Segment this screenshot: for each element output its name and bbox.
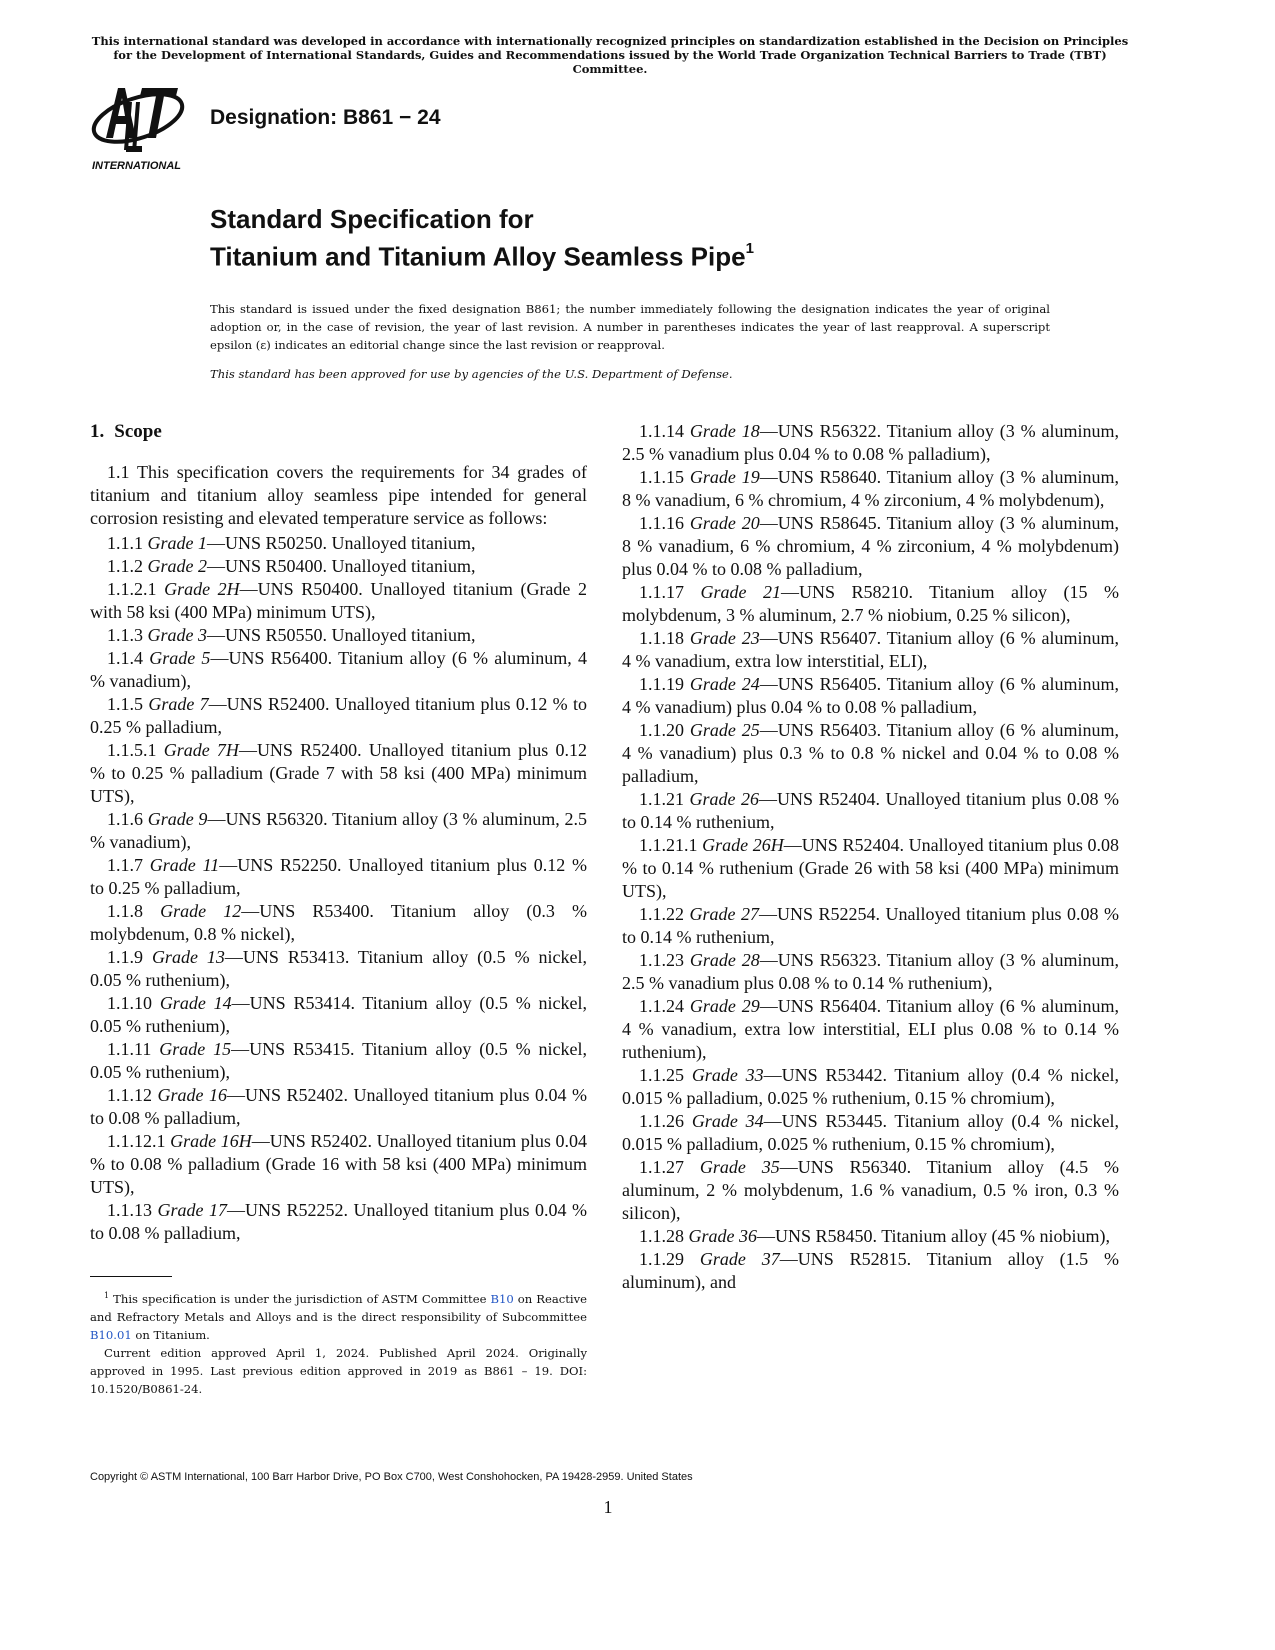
grade-item: [90, 1038, 587, 1084]
grade-description: —UNS R56400. Titanium alloy (6 % aluminum, 4 % vanadium),: [90, 648, 587, 691]
grade-name: Grade 19: [689, 467, 760, 487]
left-grade-list: [90, 532, 587, 1245]
copyright: Copyright © ASTM International, 100 Barr Harbor Drive, PO Box C700, West Conshohocken, PA 19428-2959. United States: [90, 1471, 693, 1483]
item-number: 1.1.5.1: [107, 740, 157, 760]
item-number: 1.1.25: [639, 1065, 684, 1085]
grade-name: Grade 20: [689, 513, 760, 533]
grade-name: Grade 13: [151, 947, 225, 967]
footnote-mark: 1: [104, 1291, 110, 1300]
grade-description: —UNS R50400. Unalloyed titanium (Grade 2 with 58 ksi (400 MPa) minimum UTS),: [90, 579, 587, 622]
item-number: 1.1.16: [639, 513, 684, 533]
footnote-text-c: on Titanium.: [131, 1327, 210, 1342]
grade-name: Grade 21: [700, 582, 781, 602]
item-number: 1.1.1: [107, 533, 143, 553]
left-column: [90, 420, 587, 1245]
grade-name: Grade 26: [689, 789, 759, 809]
grade-item: [622, 673, 1119, 719]
grade-name: Grade 16H: [170, 1131, 252, 1151]
grade-description: —UNS R52252. Unalloyed titanium plus 0.04 % to 0.08 % palladium,: [90, 1200, 587, 1243]
approval-note: This standard has been approved for use by agencies of the U.S. Department of Defense.: [210, 367, 733, 381]
grade-description: —UNS R56405. Titanium alloy (6 % aluminum, 4 % vanadium) plus 0.04 % to 0.08 % palladium,: [622, 674, 1119, 717]
grade-item: [90, 647, 587, 693]
grade-description: —UNS R50550. Unalloyed titanium,: [207, 625, 476, 645]
grade-name: Grade 23: [689, 628, 760, 648]
grade-name: Grade 33: [691, 1065, 764, 1085]
grade-item: [622, 995, 1119, 1064]
grade-item: [622, 420, 1119, 466]
item-number: 1.1.14: [639, 421, 684, 441]
grade-item: [90, 900, 587, 946]
footnote-rule: [90, 1276, 172, 1277]
item-number: 1.1.20: [639, 720, 684, 740]
grade-name: Grade 29: [689, 996, 760, 1016]
grade-description: —UNS R56322. Titanium alloy (3 % aluminum, 2.5 % vanadium plus 0.04 % to 0.08 % palladium),: [622, 421, 1119, 464]
grade-description: —UNS R52402. Unalloyed titanium plus 0.04 % to 0.08 % palladium,: [90, 1085, 587, 1128]
item-number: 1.1.6: [107, 809, 143, 829]
grade-name: Grade 7: [148, 694, 209, 714]
grade-description: —UNS R50250. Unalloyed titanium,: [207, 533, 476, 553]
page-number: 1: [603, 1497, 613, 1517]
right-column: [622, 420, 1119, 1294]
designation: Designation: B861 − 24: [210, 106, 441, 129]
grade-description: —UNS R52404. Unalloyed titanium plus 0.08 % to 0.14 % ruthenium (Grade 26 with 58 ksi (400 MPa) minimum UTS),: [622, 835, 1120, 901]
item-number: 1.1.26: [639, 1111, 684, 1131]
item-number: 1.1.3: [107, 625, 143, 645]
grade-item: [622, 788, 1119, 834]
item-number: 1.1.4: [107, 648, 143, 668]
item-number: 1.1.2.1: [107, 579, 157, 599]
item-number: 1.1.27: [639, 1157, 684, 1177]
grade-name: Grade 11: [149, 855, 220, 875]
item-number: 1.1.17: [639, 582, 684, 602]
grade-description: —UNS R56403. Titanium alloy (6 % aluminum, 4 % vanadium) plus 0.3 % to 0.8 % nickel and 0.04 % to 0.08 % palladium,: [622, 720, 1119, 786]
title-footnote-mark: 1: [745, 240, 754, 257]
grade-name: Grade 24: [689, 674, 760, 694]
grade-name: Grade 25: [689, 720, 760, 740]
grade-name: Grade 17: [157, 1200, 227, 1220]
issued-note: This standard is issued under the fixed designation B861; the number immediately following the designation indicates the year of original adoption or, in the case of revision, the year of last revision. A number in parentheses indicates the year of last reapproval. A superscript epsilon (ε) indicates an editorial change since the last revision or reapproval.: [210, 302, 1050, 352]
item-number: 1.1.7: [107, 855, 143, 875]
grade-description: —UNS R52815. Titanium alloy (1.5 % aluminum), and: [622, 1249, 1120, 1292]
grade-description: —UNS R53415. Titanium alloy (0.5 % nickel, 0.05 % ruthenium),: [90, 1039, 588, 1082]
grade-name: Grade 15: [159, 1039, 232, 1059]
grade-name: Grade 27: [689, 904, 759, 924]
item-number: 1.1.22: [639, 904, 684, 924]
item-number: 1.1.9: [107, 947, 143, 967]
item-number: 1.1.19: [639, 674, 684, 694]
item-number: 1.1.10: [107, 993, 152, 1013]
section-number: 1.: [90, 421, 105, 442]
grade-item: [622, 834, 1119, 903]
grade-item: [90, 739, 587, 808]
grade-description: —UNS R53442. Titanium alloy (0.4 % nickel, 0.015 % palladium, 0.025 % ruthenium, 0.15 % chromium),: [622, 1065, 1119, 1108]
footnote: [90, 1287, 587, 1398]
grade-name: Grade 7H: [163, 740, 239, 760]
grade-description: —UNS R53414. Titanium alloy (0.5 % nickel, 0.05 % ruthenium),: [90, 993, 587, 1036]
grade-description: —UNS R56340. Titanium alloy (4.5 % aluminum, 2 % molybdenum, 1.6 % vanadium, 0.5 % iron, 0.3 % silicon),: [622, 1157, 1120, 1223]
grade-item: [622, 581, 1119, 627]
logo-tagline: INTERNATIONAL: [92, 160, 182, 172]
grade-name: Grade 16: [157, 1085, 227, 1105]
title-text: Titanium and Titanium Alloy Seamless Pipe: [210, 241, 746, 272]
footnote-text-b: on Reactive and Refractory Metals and Alloys and is the direct responsibility of Subcommittee: [90, 1291, 588, 1324]
grade-item: [622, 1248, 1119, 1294]
grade-description: —UNS R56404. Titanium alloy (6 % aluminum, 4 % vanadium, extra low interstitial, ELI plus 0.08 % to 0.14 % ruthenium),: [622, 996, 1119, 1062]
grade-name: Grade 2H: [164, 579, 240, 599]
grade-name: Grade 26H: [702, 835, 784, 855]
grade-item: [622, 903, 1119, 949]
grade-item: [622, 1064, 1119, 1110]
grade-description: —UNS R58210. Titanium alloy (15 % molybdenum, 3 % aluminum, 2.7 % niobium, 0.25 % silicon),: [622, 582, 1120, 625]
section-title: Scope: [114, 421, 162, 442]
grade-item: [622, 466, 1119, 512]
grade-item: [90, 992, 587, 1038]
right-grade-list: [622, 420, 1119, 1294]
section-intro: 1.1 This specification covers the requirements for 34 grades of titanium and titanium alloy seamless pipe intended for general corrosion resisting and elevated temperature service as follows:: [90, 462, 587, 528]
item-number: 1.1.23: [639, 950, 684, 970]
grade-description: —UNS R53413. Titanium alloy (0.5 % nickel, 0.05 % ruthenium),: [90, 947, 587, 990]
item-number: 1.1.8: [107, 901, 143, 921]
grade-item: [90, 854, 587, 900]
grade-description: —UNS R52402. Unalloyed titanium plus 0.04 % to 0.08 % palladium (Grade 16 with 58 ksi (400 MPa) minimum UTS),: [90, 1131, 588, 1197]
grade-description: —UNS R53445. Titanium alloy (0.4 % nickel, 0.015 % palladium, 0.025 % ruthenium, 0.15 % chromium),: [622, 1111, 1119, 1154]
grade-name: Grade 1: [147, 533, 207, 553]
grade-description: —UNS R52400. Unalloyed titanium plus 0.12 % to 0.25 % palladium,: [90, 694, 587, 737]
grade-item: [90, 1130, 587, 1199]
item-number: 1.1.12: [107, 1085, 152, 1105]
grade-item: [90, 808, 587, 854]
item-number: 1.1.21.1: [639, 835, 698, 855]
grade-name: Grade 37: [699, 1249, 780, 1269]
item-number: 1.1.24: [639, 996, 684, 1016]
grade-item: [622, 1110, 1119, 1156]
grade-item: [90, 1084, 587, 1130]
grade-description: —UNS R58450. Titanium alloy (45 % niobium),: [757, 1226, 1111, 1246]
grade-name: Grade 28: [689, 950, 760, 970]
grade-item: [90, 1199, 587, 1245]
committee-link[interactable]: B10: [490, 1291, 514, 1306]
wto-notice: This international standard was developed in accordance with internationally recognized principles on standardization established in the Decision on Principles for the Development of International Standards, Guides and Recommendations issued by the World Trade Organization Technical Barriers to Trade (TBT) Committee.: [91, 34, 1129, 76]
grade-item: [90, 946, 587, 992]
grade-name: Grade 36: [688, 1226, 757, 1246]
item-number: 1.1.13: [107, 1200, 152, 1220]
item-number: 1.1.5: [107, 694, 143, 714]
item-number: 1.1.11: [107, 1039, 152, 1059]
grade-description: —UNS R50400. Unalloyed titanium,: [207, 556, 476, 576]
subcommittee-link[interactable]: B10.01: [90, 1327, 132, 1342]
grade-item: [622, 627, 1119, 673]
item-number: 1.1.28: [639, 1226, 684, 1246]
grade-description: —UNS R52254. Unalloyed titanium plus 0.08 % to 0.14 % ruthenium,: [622, 904, 1119, 947]
grade-item: [90, 555, 587, 578]
astm-international-logo-icon: [88, 80, 190, 172]
grade-description: —UNS R52250. Unalloyed titanium plus 0.12 % to 0.25 % palladium,: [90, 855, 587, 898]
grade-description: —UNS R52404. Unalloyed titanium plus 0.08 % to 0.14 % ruthenium,: [622, 789, 1119, 832]
grade-description: —UNS R58640. Titanium alloy (3 % aluminum, 8 % vanadium, 6 % chromium, 4 % zirconium, 4 % molybdenum),: [622, 467, 1119, 510]
grade-name: Grade 3: [147, 625, 207, 645]
footnote-text-a: This specification is under the jurisdiction of ASTM Committee: [113, 1291, 491, 1306]
grade-description: —UNS R58645. Titanium alloy (3 % aluminum, 8 % vanadium, 6 % chromium, 4 % zirconium, 4 % molybdenum) plus 0.04 % to 0.08 % palladium,: [622, 513, 1119, 579]
grade-item: [90, 624, 587, 647]
item-number: 1.1.12.1: [107, 1131, 166, 1151]
grade-item: [90, 578, 587, 624]
grade-description: —UNS R52400. Unalloyed titanium plus 0.12 % to 0.25 % palladium (Grade 7 with 58 ksi (400 MPa) minimum UTS),: [90, 740, 588, 806]
grade-item: [622, 1225, 1119, 1248]
title-line-2: [210, 236, 754, 273]
grade-description: —UNS R53400. Titanium alloy (0.3 % molybdenum, 0.8 % nickel),: [90, 901, 587, 944]
grade-item: [622, 719, 1119, 788]
grade-name: Grade 34: [691, 1111, 764, 1131]
grade-description: —UNS R56320. Titanium alloy (3 % aluminum, 2.5 % vanadium),: [90, 809, 587, 852]
grade-description: —UNS R56407. Titanium alloy (6 % aluminum, 4 % vanadium, extra low interstitial, ELI),: [622, 628, 1119, 671]
item-number: 1.1.21: [639, 789, 684, 809]
grade-item: [622, 949, 1119, 995]
grade-description: —UNS R56323. Titanium alloy (3 % aluminum, 2.5 % vanadium plus 0.08 % to 0.14 % ruthenium),: [622, 950, 1119, 993]
grade-name: Grade 5: [149, 648, 211, 668]
section-heading: [90, 420, 587, 443]
item-number: 1.1.18: [639, 628, 684, 648]
grade-item: [90, 532, 587, 555]
grade-name: Grade 35: [699, 1157, 780, 1177]
grade-name: Grade 12: [160, 901, 242, 921]
title-line-1: Standard Specification for: [210, 204, 534, 234]
grade-name: Grade 18: [689, 421, 760, 441]
footnote-paragraph-2: Current edition approved April 1, 2024. Published April 2024. Originally approved in 1995. Last previous edition approved in 2019 as B861 – 19. DOI: 10.1520/B0861-24.: [90, 1345, 587, 1396]
footnote-paragraph-1: [90, 1287, 587, 1344]
item-number: 1.1.29: [639, 1249, 684, 1269]
grade-name: Grade 14: [159, 993, 232, 1013]
grade-item: [622, 512, 1119, 581]
grade-item: [90, 693, 587, 739]
item-number: 1.1.2: [107, 556, 143, 576]
item-number: 1.1.15: [639, 467, 684, 487]
grade-item: [622, 1156, 1119, 1225]
grade-name: Grade 9: [147, 809, 208, 829]
grade-name: Grade 2: [147, 556, 207, 576]
